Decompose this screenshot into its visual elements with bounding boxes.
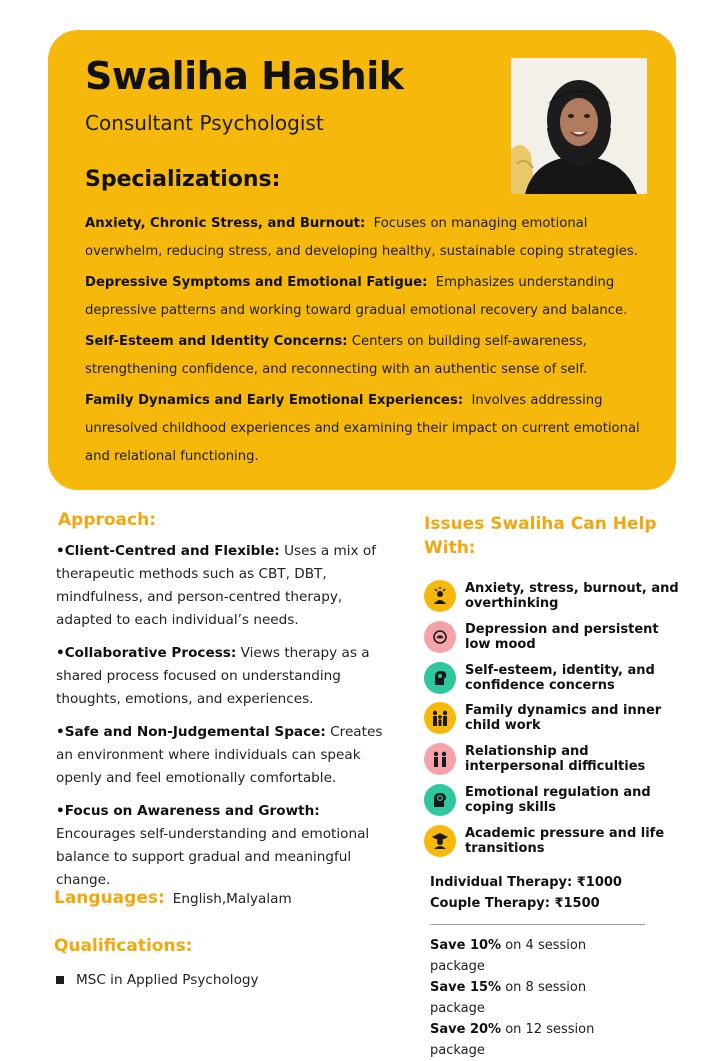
emotional-regulation-icon <box>424 784 456 816</box>
approach-item-title: •Collaborative Process: <box>56 645 237 661</box>
approach-list <box>56 540 396 892</box>
issue-item <box>424 658 684 698</box>
pricing-divider <box>430 924 645 925</box>
specialization-text: Involves addressing unresolved childhood experiences and examining their impact on current emotional and relational functioning. <box>85 393 640 464</box>
specializations-heading: Specializations: <box>85 167 281 192</box>
profile-card <box>48 30 676 490</box>
family-icon <box>424 702 456 734</box>
square-bullet-icon <box>56 976 64 984</box>
specialization-title: Depressive Symptoms and Emotional Fatigue: <box>85 275 428 290</box>
specialization-item <box>85 210 653 266</box>
package-discount <box>430 977 645 1019</box>
discount-detail: on 8 session package <box>430 980 587 1016</box>
languages-value: English,Malyalam <box>172 891 292 907</box>
relationship-icon <box>424 743 456 775</box>
specialization-title: Family Dynamics and Early Emotional Experiences: <box>85 393 464 408</box>
specialization-title: Anxiety, Chronic Stress, and Burnout: <box>85 216 366 231</box>
issues-heading: Issues Swaliha Can Help With: <box>424 514 657 558</box>
approach-item <box>56 721 396 790</box>
issue-text: Self-esteem, identity, and confidence concerns <box>465 662 655 693</box>
specialization-text: Focuses on managing emotional overwhelm, reducing stress, and developing healthy, sustainable coping strategies. <box>85 216 638 259</box>
qualification-text: MSC in Applied Psychology <box>76 972 259 988</box>
specialization-item <box>85 387 653 471</box>
approach-heading: Approach: <box>58 510 157 530</box>
issue-text: Anxiety, stress, burnout, and overthinking <box>465 581 679 611</box>
issue-item <box>424 576 684 616</box>
approach-item <box>56 642 396 711</box>
profile-role: Consultant Psychologist <box>85 111 324 135</box>
package-discount <box>430 935 645 977</box>
approach-item-text: Encourages self-understanding and emotional balance to support gradual and meaningful change. <box>56 826 370 888</box>
approach-item-text: Views therapy as a shared process focused on understanding thoughts, emotions, and experiences. <box>56 645 370 707</box>
individual-therapy-price: Individual Therapy: ₹1000 <box>430 875 622 890</box>
approach-item-text: Creates an environment where individuals can speak openly and feel emotionally comfortable. <box>56 724 383 786</box>
approach-item-title: •Safe and Non-Judgemental Space: <box>56 724 326 740</box>
issue-item <box>424 617 684 657</box>
issue-text: Family dynamics and inner child work <box>465 703 662 734</box>
issue-item <box>424 821 684 861</box>
approach-item-title: •Client-Centred and Flexible: <box>56 543 280 559</box>
academic-icon <box>424 825 456 857</box>
specialization-title: Self-Esteem and Identity Concerns: <box>85 334 348 349</box>
specialization-text: Emphasizes understanding depressive patterns and working toward gradual emotional recovery and balance. <box>85 275 628 318</box>
issues-section <box>424 512 684 862</box>
qualification-item <box>56 972 259 988</box>
discount-percent: Save 10% <box>430 938 502 953</box>
specialization-item <box>85 328 653 384</box>
approach-item-text: Uses a mix of therapeutic methods such as CBT, DBT, mindfulness, and person-centred therapy, adapted to each individual’s needs. <box>56 543 376 628</box>
issue-item <box>424 698 684 738</box>
couple-therapy-price: Couple Therapy: ₹1500 <box>430 896 600 911</box>
issue-text: Relationship and interpersonal difficulties <box>465 744 646 775</box>
discount-detail: on 12 session package <box>430 1022 595 1058</box>
anxiety-icon <box>424 580 456 612</box>
approach-item <box>56 540 396 632</box>
languages-heading: Languages: <box>54 888 165 908</box>
approach-section <box>56 510 396 902</box>
depression-icon <box>424 621 456 653</box>
issue-text: Depression and persistent low mood <box>465 621 659 652</box>
discount-percent: Save 15% <box>430 980 502 995</box>
specialization-text: Centers on building self-awareness, strengthening confidence, and reconnecting with an authentic sense of self. <box>85 334 588 377</box>
profile-name: Swaliha Hashik <box>85 54 404 98</box>
approach-item <box>56 800 396 892</box>
package-discount <box>430 1019 645 1061</box>
issue-item <box>424 739 684 779</box>
issue-text: Emotional regulation and coping skills <box>465 784 651 815</box>
issue-item <box>424 780 684 820</box>
qualifications-heading: Qualifications: <box>54 936 193 956</box>
approach-item-title: •Focus on Awareness and Growth: <box>56 803 320 819</box>
issue-text: Academic pressure and life transitions <box>465 825 665 856</box>
self-esteem-icon <box>424 662 456 694</box>
pricing-section <box>430 872 645 1061</box>
profile-photo <box>511 58 647 194</box>
discount-detail: on 4 session package <box>430 938 587 974</box>
specialization-item <box>85 269 653 325</box>
specializations-list <box>85 210 653 474</box>
languages-row <box>54 888 292 908</box>
discount-percent: Save 20% <box>430 1022 502 1037</box>
issues-list <box>424 576 684 861</box>
